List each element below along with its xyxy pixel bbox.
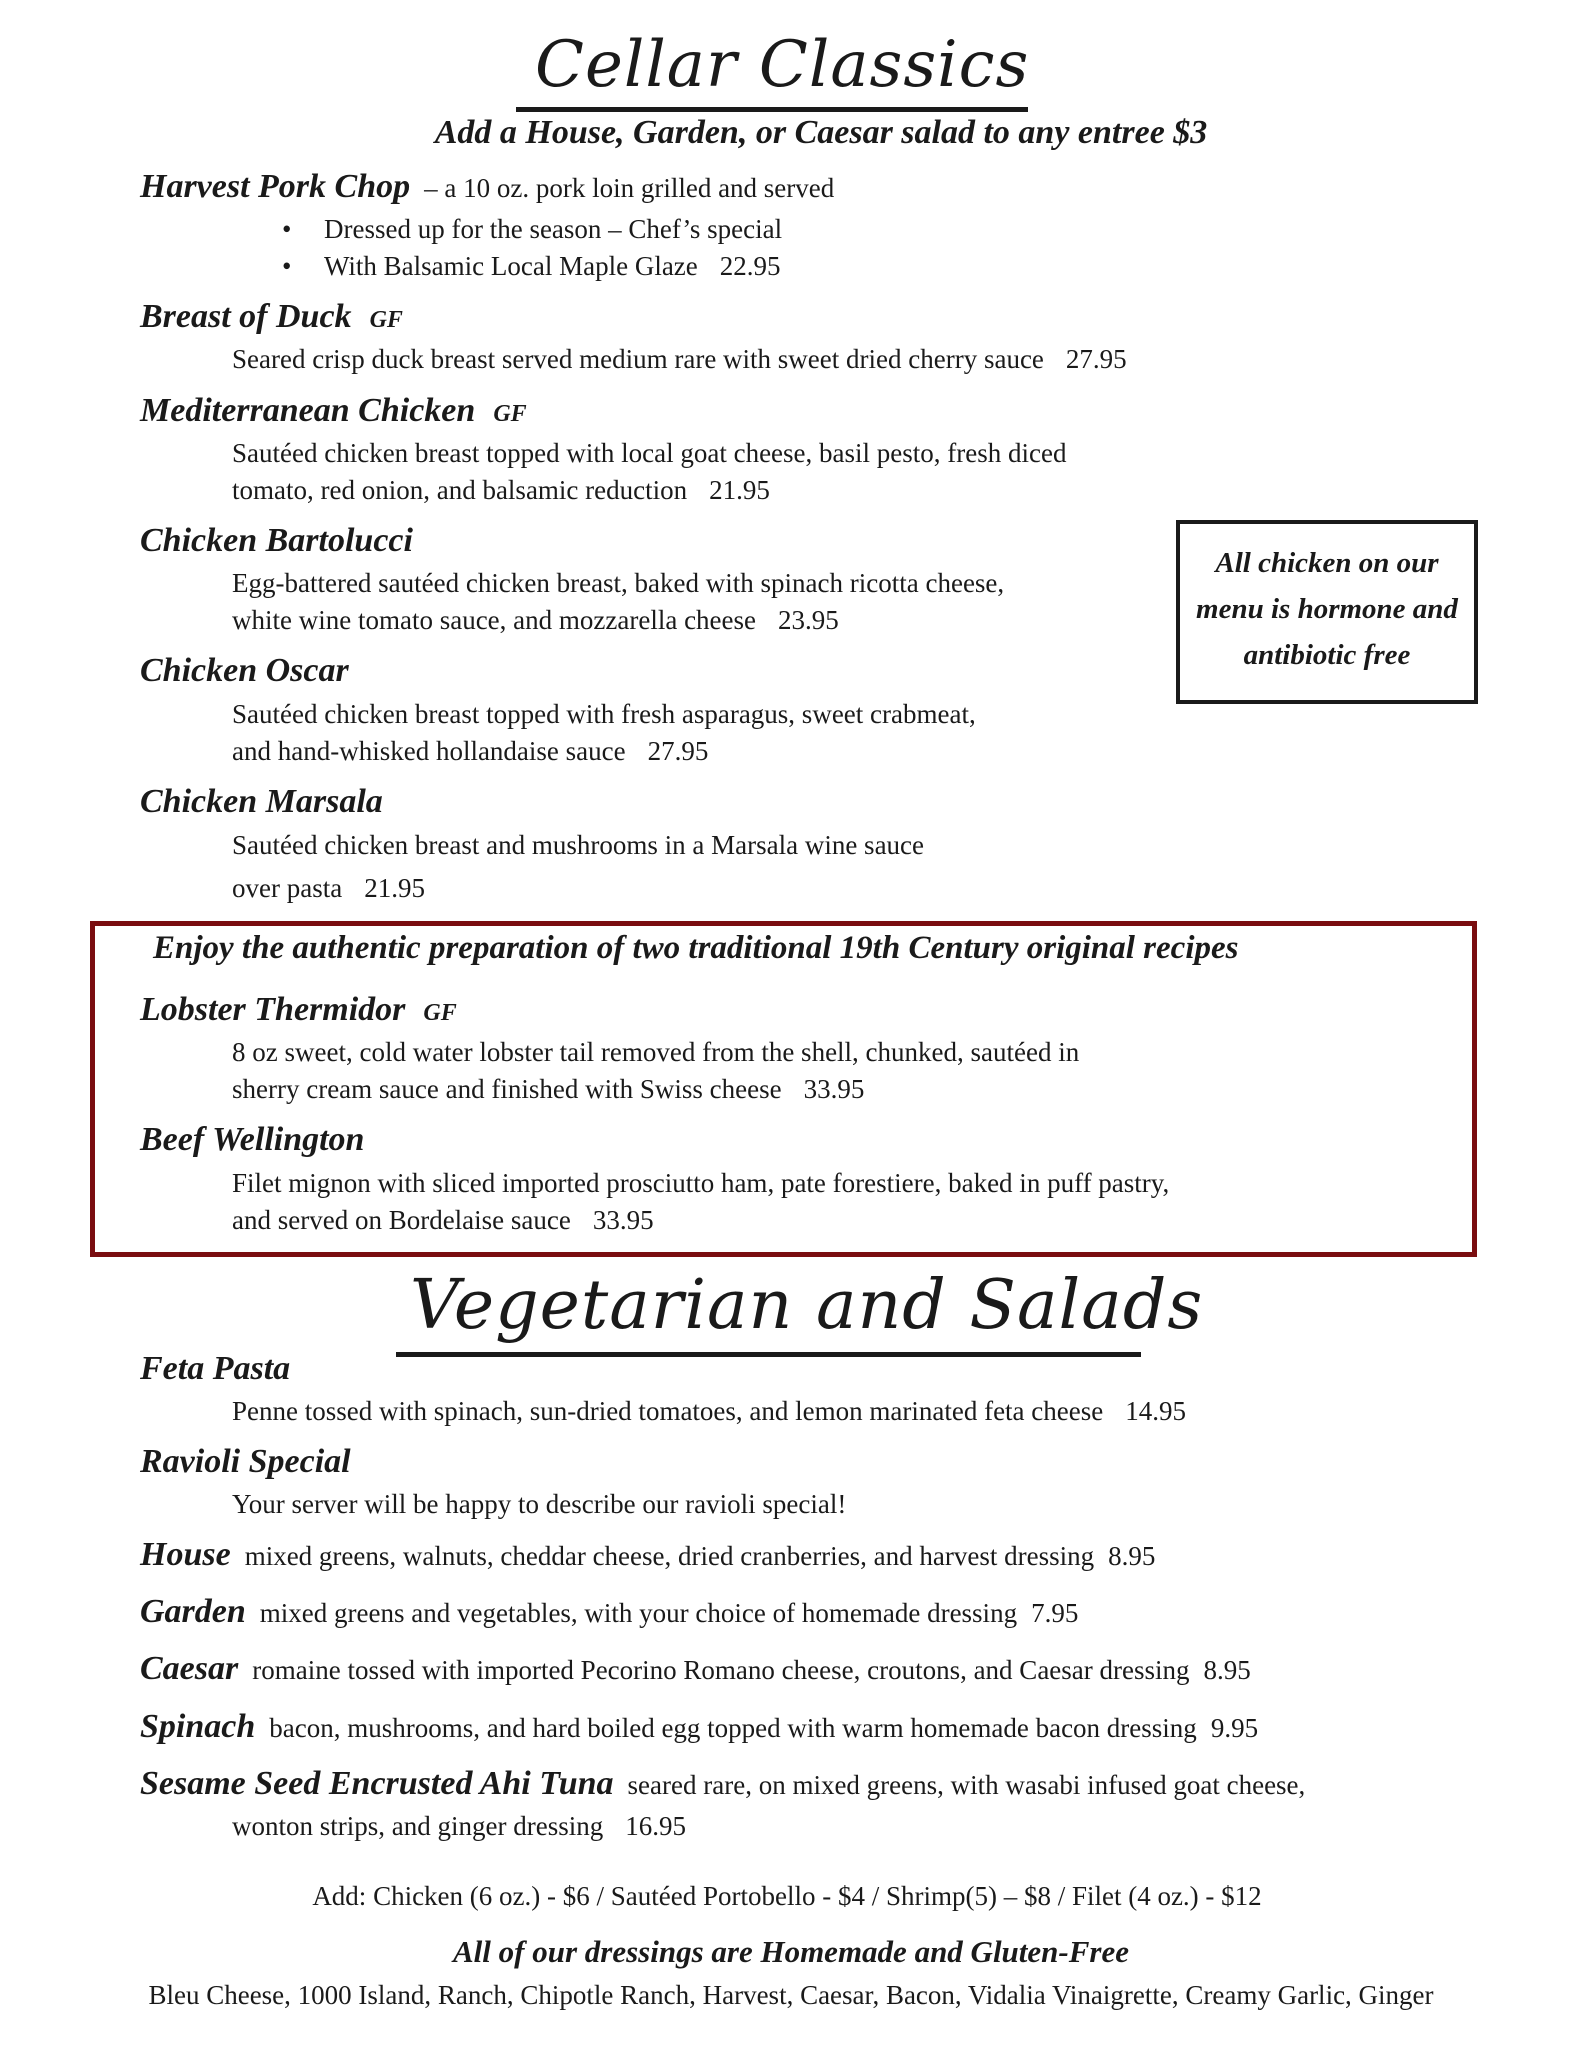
item-price: 8.95: [1203, 1655, 1251, 1685]
menu-item-garden-salad: [140, 1593, 1078, 1631]
title-underline: [396, 1352, 1141, 1357]
item-description: Sautéed chicken breast topped with fresh asparagus, sweet crabmeat,: [232, 699, 976, 729]
item-description: 8 oz sweet, cold water lobster tail removed from the shell, chunked, sautéed in: [232, 1037, 1080, 1067]
item-price: 33.95: [803, 1074, 865, 1104]
item-price: 22.95: [719, 251, 781, 281]
item-description: [232, 605, 839, 636]
item-price: 27.95: [647, 736, 709, 766]
menu-item-beef-wellington: Beef Wellington: [140, 1121, 365, 1158]
menu-item-chicken-marsala: Chicken Marsala: [140, 783, 383, 820]
item-description: [232, 1205, 654, 1236]
item-description: Your server will be happy to describe our ravioli special!: [232, 1489, 847, 1519]
menu-item-house-salad: [140, 1536, 1155, 1574]
item-name: Mediterranean Chicken: [140, 392, 476, 429]
item-name: Harvest Pork Chop: [140, 168, 411, 205]
item-description: [232, 475, 770, 506]
item-description: Sautéed chicken breast and mushrooms in a Marsala wine sauce: [232, 830, 925, 860]
item-name: House: [140, 1536, 231, 1573]
item-name: Breast of Duck: [140, 298, 352, 335]
item-description: [232, 736, 708, 767]
item-price: 23.95: [778, 605, 839, 635]
bullet-icon: •: [282, 251, 292, 281]
bullet-item: [282, 214, 782, 245]
item-name: Spinach: [140, 1708, 256, 1745]
menu-item-mediterranean-chicken: [140, 392, 527, 430]
item-inline-desc: mixed greens, walnuts, cheddar cheese, dried cranberries, and harvest dressing: [244, 1541, 1095, 1571]
gluten-free-tag: GF: [423, 1000, 457, 1026]
salad-addon-note: Add a House, Garden, or Caesar salad to any entree $3: [434, 114, 1208, 151]
item-description: [232, 1074, 864, 1105]
section-title-vegetarian-salads: Vegetarian and Salads: [410, 1266, 1204, 1345]
menu-item-ahi-tuna: [140, 1765, 1305, 1803]
item-inline-desc: seared rare, on mixed greens, with wasabi infused goat cheese,: [627, 1770, 1306, 1800]
menu-item-spinach-salad: [140, 1708, 1258, 1746]
item-price: 21.95: [709, 475, 770, 505]
section-title-cellar-classics: Cellar Classics: [535, 28, 1030, 102]
item-price: 7.95: [1031, 1598, 1079, 1628]
item-description: [232, 1811, 686, 1842]
item-inline-desc: romaine tossed with imported Pecorino Romano cheese, croutons, and Caesar dressing: [252, 1655, 1190, 1685]
desc-text: over pasta: [232, 873, 343, 903]
item-price: 8.95: [1108, 1541, 1156, 1571]
desc-text: tomato, red onion, and balsamic reduction: [232, 475, 688, 505]
desc-text: and hand-whisked hollandaise sauce: [232, 736, 626, 766]
item-price: 33.95: [592, 1205, 654, 1235]
item-name: Lobster Thermidor: [140, 991, 406, 1028]
item-price: 16.95: [625, 1811, 686, 1841]
gluten-free-tag: GF: [493, 401, 527, 427]
item-name: Sesame Seed Encrusted Ahi Tuna: [140, 1765, 614, 1802]
protein-addons: Add: Chicken (6 oz.) - $6 / Sautéed Portobello - $4 / Shrimp(5) – $8 / Filet (4 oz.) - $12: [312, 1881, 1262, 1911]
chicken-info-text: All chicken on our menu is hormone and antibiotic free: [1196, 547, 1458, 671]
item-description: [232, 344, 1127, 375]
menu-item-chicken-bartolucci: Chicken Bartolucci: [140, 522, 413, 559]
item-name: Caesar: [140, 1650, 239, 1687]
item-description: Sautéed chicken breast topped with local goat cheese, basil pesto, fresh diced: [232, 438, 1067, 468]
desc-text: Seared crisp duck breast served medium rare with sweet dried cherry sauce: [232, 344, 1044, 374]
desc-text: white wine tomato sauce, and mozzarella cheese: [232, 605, 757, 635]
heritage-heading: Enjoy the authentic preparation of two traditional 19th Century original recipes: [153, 930, 1239, 966]
bullet-text: With Balsamic Local Maple Glaze: [324, 251, 698, 281]
menu-item-feta-pasta: Feta Pasta: [140, 1350, 291, 1387]
item-price: 27.95: [1065, 344, 1127, 374]
desc-text: wonton strips, and ginger dressing: [232, 1811, 604, 1841]
item-name: Garden: [140, 1593, 246, 1630]
menu-item-chicken-oscar: Chicken Oscar: [140, 652, 349, 689]
menu-item-lobster-thermidor: [140, 991, 457, 1029]
gluten-free-tag: GF: [369, 307, 403, 333]
item-description: [232, 1396, 1186, 1427]
bullet-text: Dressed up for the season – Chef’s special: [324, 214, 783, 244]
item-price: 9.95: [1210, 1713, 1259, 1743]
item-inline-desc: mixed greens and vegetables, with your choice of homemade dressing: [259, 1598, 1018, 1628]
bullet-item: [282, 251, 781, 282]
title-underline: [516, 107, 1028, 112]
item-inline-desc: bacon, mushrooms, and hard boiled egg topped with warm homemade bacon dressing: [269, 1713, 1197, 1743]
dressings-heading: All of our dressings are Homemade and Gluten-Free: [452, 1934, 1129, 1969]
menu-item-breast-of-duck: [140, 298, 403, 336]
desc-text: and served on Bordelaise sauce: [232, 1205, 571, 1235]
item-description: Filet mignon with sliced imported prosciutto ham, pate forestiere, baked in puff pastry,: [232, 1168, 1170, 1198]
menu-item-caesar-salad: [140, 1650, 1251, 1688]
bullet-icon: •: [282, 214, 292, 244]
item-inline-desc: – a 10 oz. pork loin grilled and served: [424, 173, 835, 203]
item-description: [232, 873, 425, 904]
item-price: 14.95: [1125, 1396, 1186, 1426]
menu-item-harvest-pork-chop: [140, 168, 834, 206]
menu-item-ravioli-special: Ravioli Special: [140, 1443, 351, 1480]
item-price: 21.95: [364, 873, 425, 903]
dressings-list: Bleu Cheese, 1000 Island, Ranch, Chipotle Ranch, Harvest, Caesar, Bacon, Vidalia Vinaigrette, Creamy Garlic, Ginger: [148, 1980, 1434, 2010]
desc-text: sherry cream sauce and finished with Swiss cheese: [232, 1074, 782, 1104]
item-description: Egg-battered sautéed chicken breast, baked with spinach ricotta cheese,: [232, 568, 1005, 598]
chicken-info-box: [1176, 520, 1478, 704]
desc-text: Penne tossed with spinach, sun-dried tomatoes, and lemon marinated feta cheese: [232, 1396, 1104, 1426]
